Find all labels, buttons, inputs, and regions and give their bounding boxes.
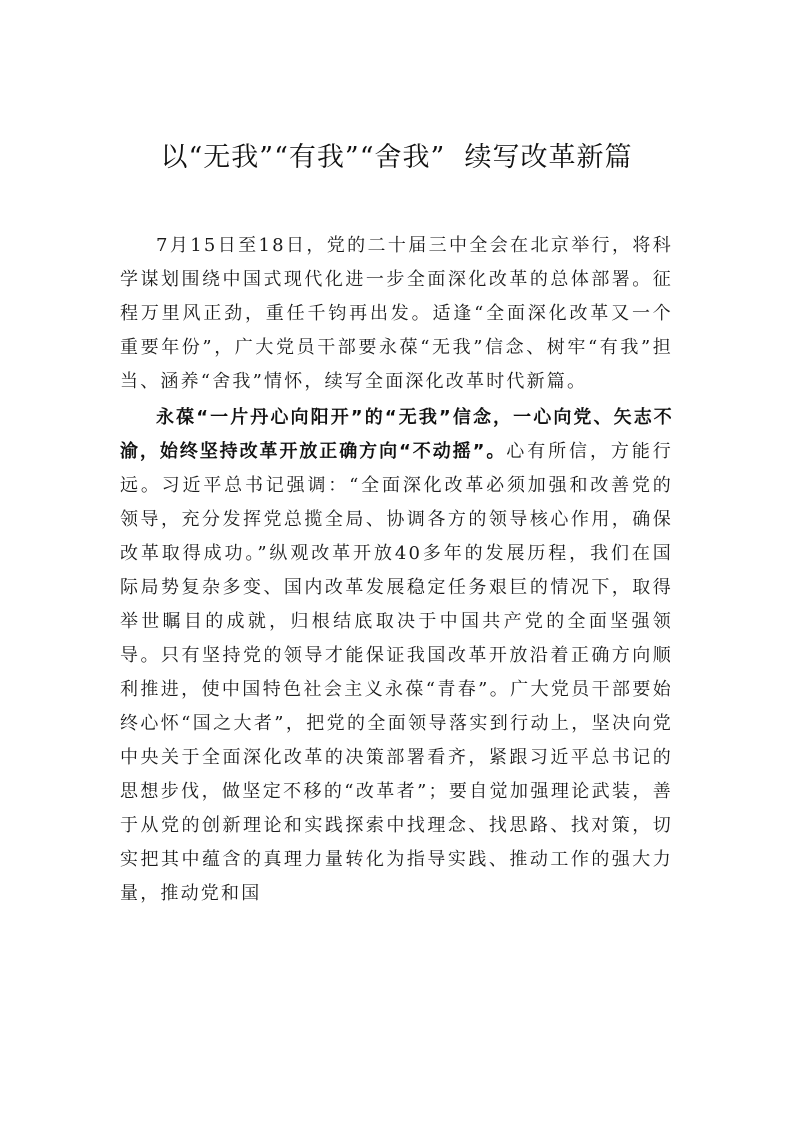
document-body: [120, 229, 673, 911]
paragraph-2-text: 心有所信，方能行远。习近平总书记强调：“全面深化改革必须加强和改善党的领导，充分发挥党总揽全局、协调各方的领导核心作用，确保改革取得成功。”纵观改革开放40多年的发展历程，我们在国际局势复杂多变、国内改革发展稳定任务艰巨的情况下，取得举世瞩目的成就，归根结底取决于中国共产党的全面坚强领导。只有坚持党的领导才能保证我国改革开放沿着正确方向顺利推进，使中国特色社会主义永葆“青春”。广大党员干部要始终心怀“国之大者”，把党的全面领导落实到行动上，坚决向党中央关于全面深化改革的决策部署看齐，紧跟习近平总书记的思想步伐，做坚定不移的“改革者”；要自觉加强理论武装，善于从党的创新理论和实践探索中找理念、找思路、找对策，切实把其中蕴含的真理力量转化为指导实践、推动工作的强大力量，推动党和国: [120, 441, 673, 904]
paragraph-2-lead: 永葆“一片丹心向阳开”的“无我”信念，一心向党、矢志不渝，始终坚持改革开放正确方向“不动摇”。: [120, 407, 673, 462]
paragraph-2: [120, 401, 673, 911]
paragraph-1-text: 7月15日至18日，党的二十届三中全会在北京举行，将科学谋划围绕中国式现代化进一步全面深化改革的总体部署。征程万里风正劲，重任千钧再出发。适逢“全面深化改革又一个重要年份”，广大党员干部要永葆“无我”信念、树牢“有我”担当、涵养“舍我”情怀，续写全面深化改革时代新篇。: [120, 235, 673, 392]
document-title: 以“无我”“有我”“舍我” 续写改革新篇: [160, 142, 633, 173]
paragraph-1: [120, 229, 673, 399]
